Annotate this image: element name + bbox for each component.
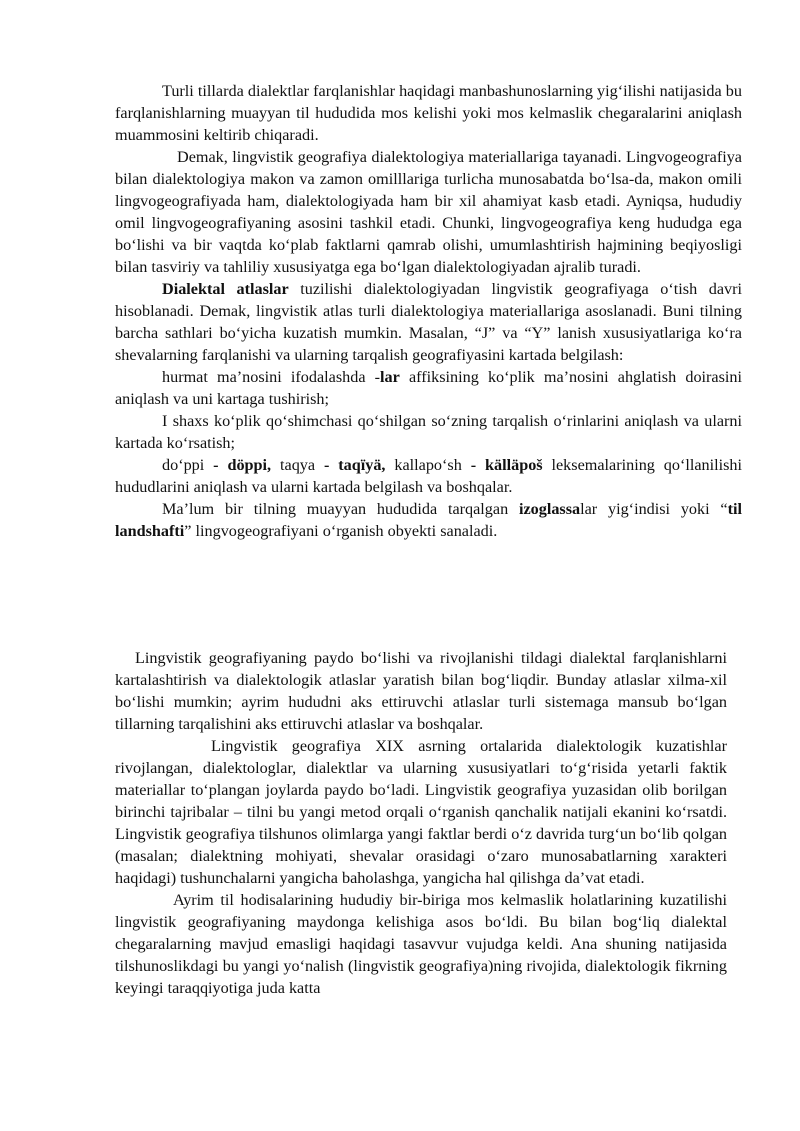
paragraph-7 [115,498,742,542]
paragraph-7-mid: lar yig‘indisi yoki “ [580,500,728,518]
term-kallaposh: - källäpoš [470,456,543,474]
paragraph-4 [115,366,742,410]
paragraph-9: Lingvistik geografiya XIX asrning ortalarida dialektologik kuzatishlar rivojlangan, dialektologlar, dialektlar va ularning xususiyatlari to‘g‘risida yetarli faktik materiallar to‘plangan joylarda paydo bo‘ladi. Lingvistik geografiya yuzasidan olib borilgan birinchi tajribalar – tilni bu yangi metod orqali o‘rganish qanchalik natijali ekanini ko‘rsatdi. Lingvistik geografiya tilshunos olimlarga yangi faktlar berdi o‘z davrida turg‘un bo‘lib qolgan (masalan; dialektning mohiyati, shevalar orasidagi o‘zaro munosabatlarning xarakteri haqidagi) tushunchalarni yangicha baholashga, yangicha hal qilishga da’vat etadi. [115,737,727,887]
paragraph-6-part-2: taqya [271,456,324,474]
paragraph-7-pre: Ma’lum bir tilning muayyan hududida tarqalgan [162,500,519,518]
paragraph-2: Demak, lingvistik geografiya dialektologiya materiallariga tayanadi. Lingvogeografiya bilan dialektologiya makon va zamon omilllariga turlicha munosabatda bo‘lsa-da, makon omili lingvogeografiyada ham, dialektologiyada ham bir xil ahamiyat kasb etadi. Ayniqsa, hududiy omil lingvogeografiyaning asosini tashkil etadi. Chunki, lingvogeografiya keng hududga ega bo‘lishi va bir vaqtda ko‘plab faktlarni qamrab olishi, umumlashtirish hajmining beqiyosligi bilan tasviriy va tahliliy xususiyatga ega bo‘lgan dialektologiyadan ajralib turadi. [115,148,742,276]
term-til-landshafti: til landshafti [115,500,742,540]
paragraph-6-part-1: do‘ppi [162,456,214,474]
paragraph-6 [115,454,742,498]
paragraph-8: Lingvistik geografiyaning paydo bo‘lishi va rivojlanishi tildagi dialektal farqlanishlarni kartalashtirish va dialektologik atlaslar yaratish bilan bog‘liqdir. Bunday atlaslar xilma-xil bo‘lishi mumkin; ayrim hududni aks ettiruvchi atlaslar turli sistemaga mansub bo‘lgan tillarning tarqalishini aks ettiruvchi atlaslar va boshqalar. [115,649,727,733]
term-taqiya: - taqïyä, [323,456,386,474]
paragraph-6-part-4: leksemalarining qo‘llanilishi hududlarini aniqlash va ularni kartada belgilash va boshqalar. [115,456,743,496]
paragraph-10: Ayrim til hodisalarining hududiy bir-biriga mos kelmaslik holatlarining kuzatilishi lingvistik geografiyaning maydonga kelishiga asos bo‘ldi. Bu bilan bog‘liq dialektal chegaralarning mavjud emasligi haqidagi tasavvur vujudga keldi. Ana shuning natijasida tilshunoslikdagi bu yangi yo‘nalish (lingvistik geografiya)ning rivojida, dialektologik fikrning keyingi taraqqiyotiga juda katta [115,891,727,997]
paragraph-4-post: affiksining ko‘plik ma’nosini ahglatish doirasini aniqlash va uni kartaga tushirish; [115,368,742,408]
paragraph-5: I shaxs ko‘plik qo‘shimchasi qo‘shilgan so‘zning tarqalish o‘rinlarini aniqlash va ularni kartada ko‘rsatish; [115,412,742,452]
paragraph-7-post: ” lingvogeografiyani o‘rganish obyekti sanaladi. [184,522,498,540]
term-dialektal-atlaslar: Dialektal atlaslar [162,280,289,298]
text-block-lower [115,647,727,999]
text-block-upper [115,80,742,542]
paragraph-3 [115,278,742,366]
paragraph-4-pre: hurmat ma’nosini ifodalashda - [162,368,381,386]
paragraph-6-part-3: kallapo‘sh [385,456,471,474]
paragraph-1: Turli tillarda dialektlar farqlanishlar haqidagi manbashunoslarning yig‘ilishi natijasida bu farqlanishlarning muayyan til hududida mos kelishi yoki mos kelmaslik chegaralarini aniqlash muammosini keltirib chiqaradi. [115,82,742,144]
term-izoglassa: izoglassa [518,500,581,518]
paragraph-3-text: tuzilishi dialektologiyadan lingvistik geografiyaga o‘tish davri hisoblanadi. Demak, lingvistik atlas turli dialektologiya materiallariga asoslanadi. Buni tilning barcha sathlari bo‘yicha kuzatish mumkin. Masalan, “J” va “Y” lanish xususiyatlariga ko‘ra shevalarning farqlanishi va ularning tarqalish geografiyasini kartada belgilash: [115,280,742,364]
term-lar-affix: lar [380,368,400,386]
term-doppi: - döppi, [213,456,272,474]
